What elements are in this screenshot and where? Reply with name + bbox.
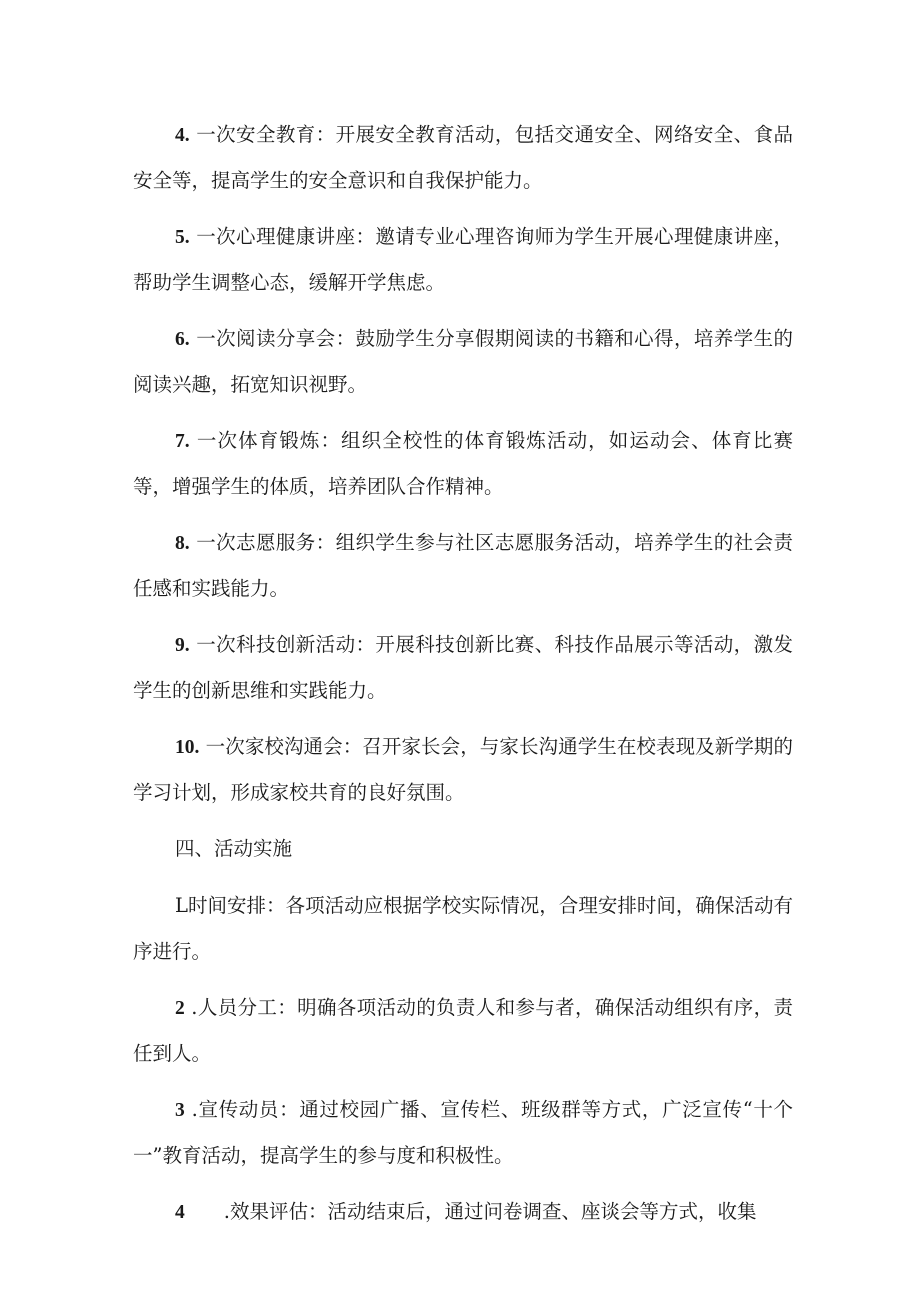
paragraph-text: 一次科技创新活动：开展科技创新比赛、科技作品展示等活动，激发学生的创新思维和实践能力。 [133,633,793,702]
paragraph-item-4 [133,112,793,203]
paragraph-item-6 [133,316,793,407]
paragraph-number: 2 [175,998,185,1019]
paragraph-item-5 [133,214,793,305]
paragraph-number: 6. [175,329,190,350]
paragraph-text: .人员分工：明确各项活动的负责人和参与者，确保活动组织有序，责任到人。 [133,996,793,1065]
paragraph-item-10 [133,724,793,815]
document-body [133,112,793,1246]
paragraph-number: 8. [175,533,190,554]
paragraph-item-evaluation [133,1189,793,1235]
paragraph-text: .效果评估：活动结束后，通过问卷调查、座谈会等方式，收集 [184,1200,757,1223]
paragraph-text: 一次心理健康讲座：邀请专业心理咨询师为学生开展心理健康讲座，帮助学生调整心态，缓解开学焦虑。 [133,225,793,294]
paragraph-number: 4. [175,125,190,146]
paragraph-number: 7. [175,431,190,452]
paragraph-number: 5. [175,227,190,248]
section-heading [133,826,793,872]
paragraph-number: 10. [175,737,200,758]
paragraph-number: 9. [175,635,190,656]
paragraph-text: L时间安排：各项活动应根据学校实际情况，合理安排时间，确保活动有序进行。 [133,894,793,963]
paragraph-item-8 [133,520,793,611]
paragraph-item-9 [133,622,793,713]
paragraph-text: 一次志愿服务：组织学生参与社区志愿服务活动，培养学生的社会责任感和实践能力。 [133,531,793,600]
paragraph-text: 一次安全教育：开展安全教育活动，包括交通安全、网络安全、食品安全等，提高学生的安全意识和自我保护能力。 [133,123,793,192]
paragraph-item-time [133,883,793,974]
paragraph-text: 一次体育锻炼：组织全校性的体育锻炼活动，如运动会、体育比赛等，增强学生的体质，培养团队合作精神。 [133,429,793,498]
paragraph-text: 一次阅读分享会：鼓励学生分享假期阅读的书籍和心得，培养学生的阅读兴趣，拓宽知识视野。 [133,327,793,396]
section-heading-text: 四、活动实施 [175,837,293,860]
paragraph-item-publicity [133,1087,793,1178]
paragraph-item-staff [133,985,793,1076]
paragraph-item-7 [133,418,793,509]
paragraph-number: 3 [175,1100,185,1121]
paragraph-text: 一次家校沟通会：召开家长会，与家长沟通学生在校表现及新学期的学习计划，形成家校共育的良好氛围。 [133,735,793,804]
paragraph-number: 4 [175,1202,185,1223]
paragraph-text: .宣传动员：通过校园广播、宣传栏、班级群等方式，广泛宣传“十个一”教育活动，提高学生的参与度和积极性。 [133,1098,793,1167]
